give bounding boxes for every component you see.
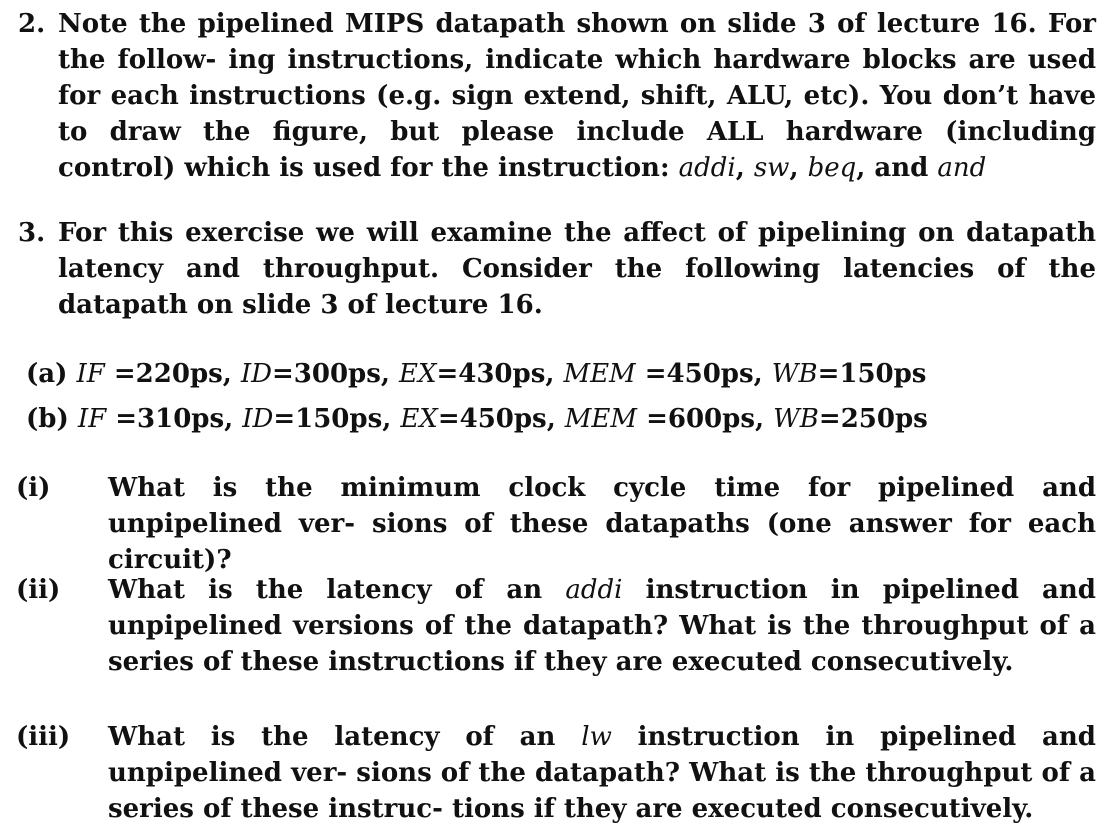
latency-label: (b) <box>26 404 69 434</box>
question-i-label: (i) <box>16 473 51 503</box>
instr-addi: addi <box>565 575 623 605</box>
problem-2 <box>18 6 1096 186</box>
stage-if: IF <box>77 404 107 434</box>
question-iii-label: (iii) <box>16 722 71 752</box>
separator-3: , and <box>856 153 938 183</box>
question-iii-text-after: instruction in pipelined and unpipelined ver- sions of the datapath? What is the throughput of a series of these instruc- tions if they are executed consecutively. <box>108 722 1096 824</box>
stage-if-value: =220ps, <box>104 359 241 389</box>
stage-ex-value: =450ps, <box>437 404 565 434</box>
question-ii-text-before: What is the latency of an <box>108 575 566 605</box>
question-iii-text-before: What is the latency of an <box>108 722 582 752</box>
instr-and: and <box>937 153 987 183</box>
stage-mem: MEM <box>564 404 638 434</box>
instr-addi: addi <box>678 153 736 183</box>
stage-mem-value: =450ps, <box>635 359 772 389</box>
problem-2-body <box>58 6 1096 186</box>
stage-id: ID <box>240 359 272 389</box>
instr-beq: beq <box>807 153 857 183</box>
question-ii-text-after: instruction in pipelined and unpipelined versions of the datapath? What is the throughput of a series of these instructions if they are executed consecutively. <box>108 575 1096 677</box>
question-ii-label: (ii) <box>16 575 61 605</box>
latency-label: (a) <box>26 359 68 389</box>
question-iii <box>16 719 1096 827</box>
stage-wb: WB <box>773 404 819 434</box>
stage-ex-value: =430ps, <box>436 359 564 389</box>
stage-ex: EX <box>398 359 437 389</box>
stage-mem: MEM <box>563 359 636 389</box>
stage-id: ID <box>242 404 274 434</box>
problem-3-number: 3. <box>18 218 46 248</box>
problem-2-text: Note the pipelined MIPS datapath shown on slide 3 of lecture 16. For the follow- ing instructions, indicate which hardware blocks are used for each instructions (e.g. sign extend, shift, ALU, etc). You don’t have to draw the figure, but please include ALL hardware (including control) which is used for the instruction: <box>58 9 1096 183</box>
question-ii <box>16 572 1096 680</box>
stage-wb-value: =250ps <box>818 404 928 434</box>
stage-wb-value: =150ps <box>817 359 927 389</box>
stage-wb: WB <box>771 359 818 389</box>
problem-3 <box>18 215 1096 323</box>
question-iii-body <box>108 719 1096 827</box>
latency-line-a <box>26 356 1096 392</box>
separator-1: , <box>735 153 754 183</box>
question-ii-body <box>108 572 1096 680</box>
question-i-text: What is the minimum clock cycle time for pipelined and unpipelined ver- sions of these datapaths (one answer for each circuit)? <box>108 473 1096 575</box>
stage-if: IF <box>76 359 105 389</box>
problem-3-text: For this exercise we will examine the affect of pipelining on datapath latency and throughput. Consider the following latencies of the datapath on slide 3 of lecture 16. <box>58 218 1096 320</box>
stage-id-value: =150ps, <box>273 404 401 434</box>
problem-2-number: 2. <box>18 9 46 39</box>
instr-lw: lw <box>581 722 612 752</box>
stage-id-value: =300ps, <box>271 359 399 389</box>
question-i <box>16 470 1096 578</box>
latency-line-b <box>26 401 1096 437</box>
stage-if-value: =310ps, <box>106 404 243 434</box>
stage-mem-value: =600ps, <box>637 404 774 434</box>
separator-2: , <box>789 153 808 183</box>
instr-sw: sw <box>753 153 790 183</box>
stage-ex: EX <box>400 404 438 434</box>
